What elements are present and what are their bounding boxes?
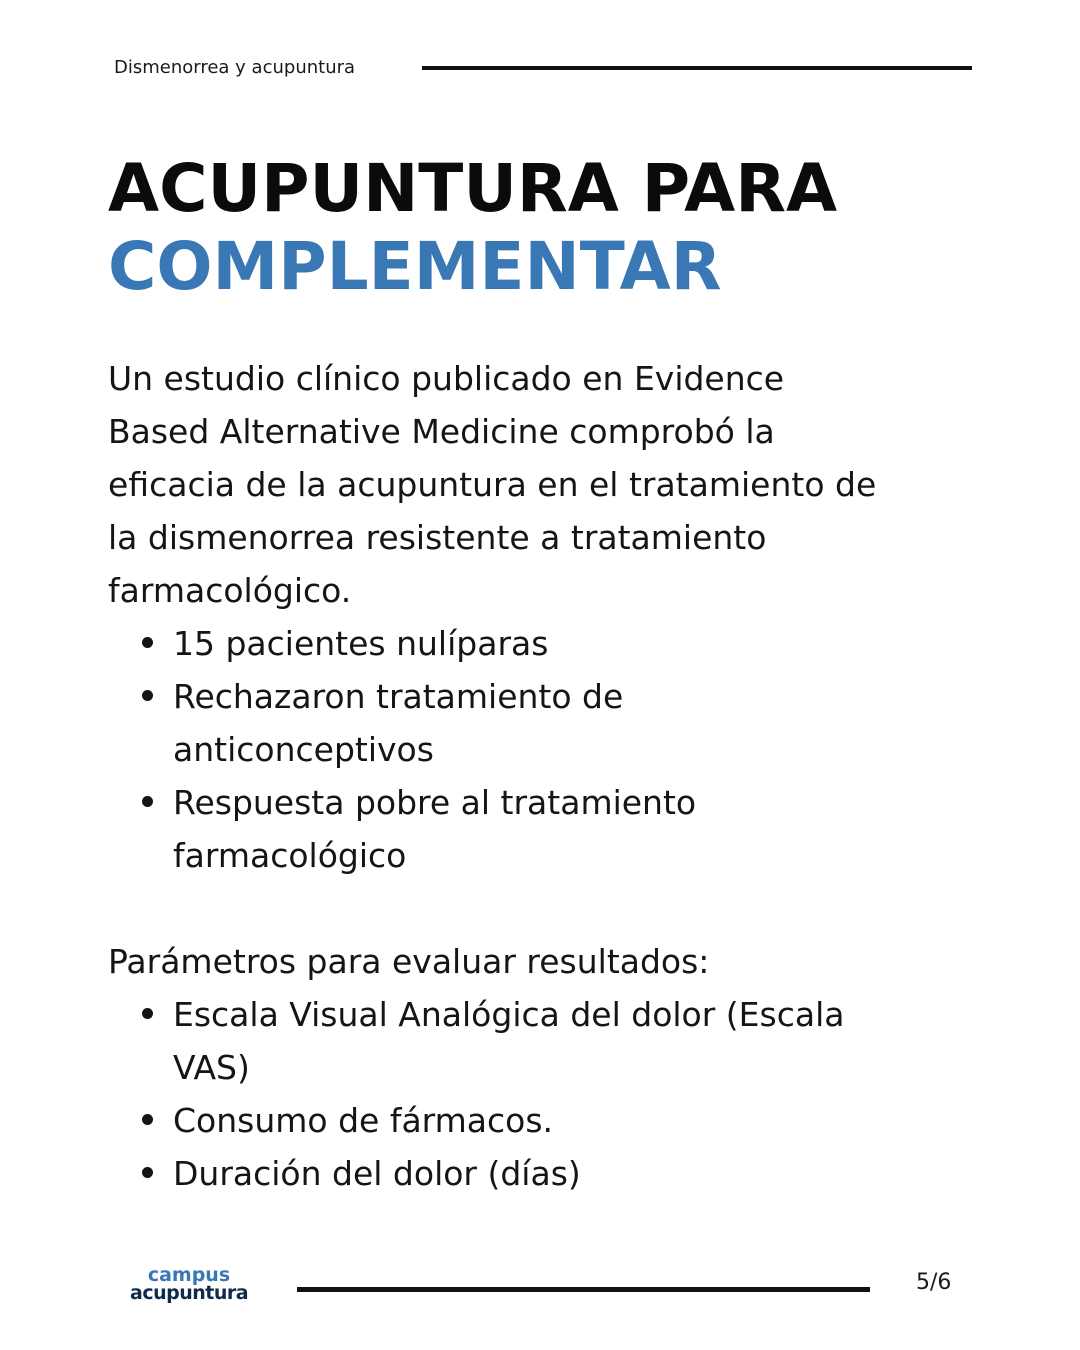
intro-line-5: farmacológico.	[108, 571, 352, 610]
page-number: 5/6	[916, 1270, 952, 1295]
bullet-icon	[142, 637, 153, 648]
header-divider	[422, 66, 972, 70]
list-item	[108, 670, 968, 776]
params-list	[108, 988, 968, 1200]
title-line-1: ACUPUNTURA PARA	[108, 150, 838, 227]
intro-line-4: la dismenorrea resistente a tratamiento	[108, 518, 767, 557]
bullet-icon	[142, 690, 153, 701]
list-item-text: Rechazaron tratamiento de anticonceptivos	[173, 677, 624, 769]
list-item-text: Consumo de fármacos.	[173, 1101, 554, 1140]
list-item-text: Escala Visual Analógica del dolor (Escala VAS)	[173, 995, 845, 1087]
list-item	[108, 617, 968, 670]
intro-line-3: eficacia de la acupuntura en el tratamiento de	[108, 465, 877, 504]
list-item	[108, 988, 968, 1094]
bullet-icon	[142, 1008, 153, 1019]
bullet-icon	[142, 796, 153, 807]
bullet-icon	[142, 1167, 153, 1178]
header-label: Dismenorrea y acupuntura	[114, 57, 356, 78]
intro-line-2: Based Alternative Medicine comprobó la	[108, 412, 775, 451]
logo-text-bottom: acupuntura	[130, 1282, 249, 1304]
list-item	[108, 1094, 968, 1147]
main-content	[108, 352, 968, 1200]
campus-acupuntura-logo	[130, 1266, 248, 1302]
intro-paragraph	[108, 352, 968, 617]
page-title	[108, 150, 837, 306]
bullet-icon	[142, 1114, 153, 1125]
footer-divider	[297, 1287, 870, 1292]
logo-text-top: campus	[147, 1264, 231, 1286]
list-item-text: 15 pacientes nulíparas	[173, 624, 549, 663]
list-item-text: Respuesta pobre al tratamiento farmacológico	[173, 783, 697, 875]
patients-list	[108, 617, 968, 882]
title-line-2: COMPLEMENTAR	[108, 228, 722, 305]
list-item	[108, 1147, 968, 1200]
params-intro: Parámetros para evaluar resultados:	[108, 942, 710, 981]
list-item	[108, 776, 968, 882]
intro-line-1: Un estudio clínico publicado en Evidence	[108, 359, 785, 398]
list-item-text: Duración del dolor (días)	[173, 1154, 581, 1193]
